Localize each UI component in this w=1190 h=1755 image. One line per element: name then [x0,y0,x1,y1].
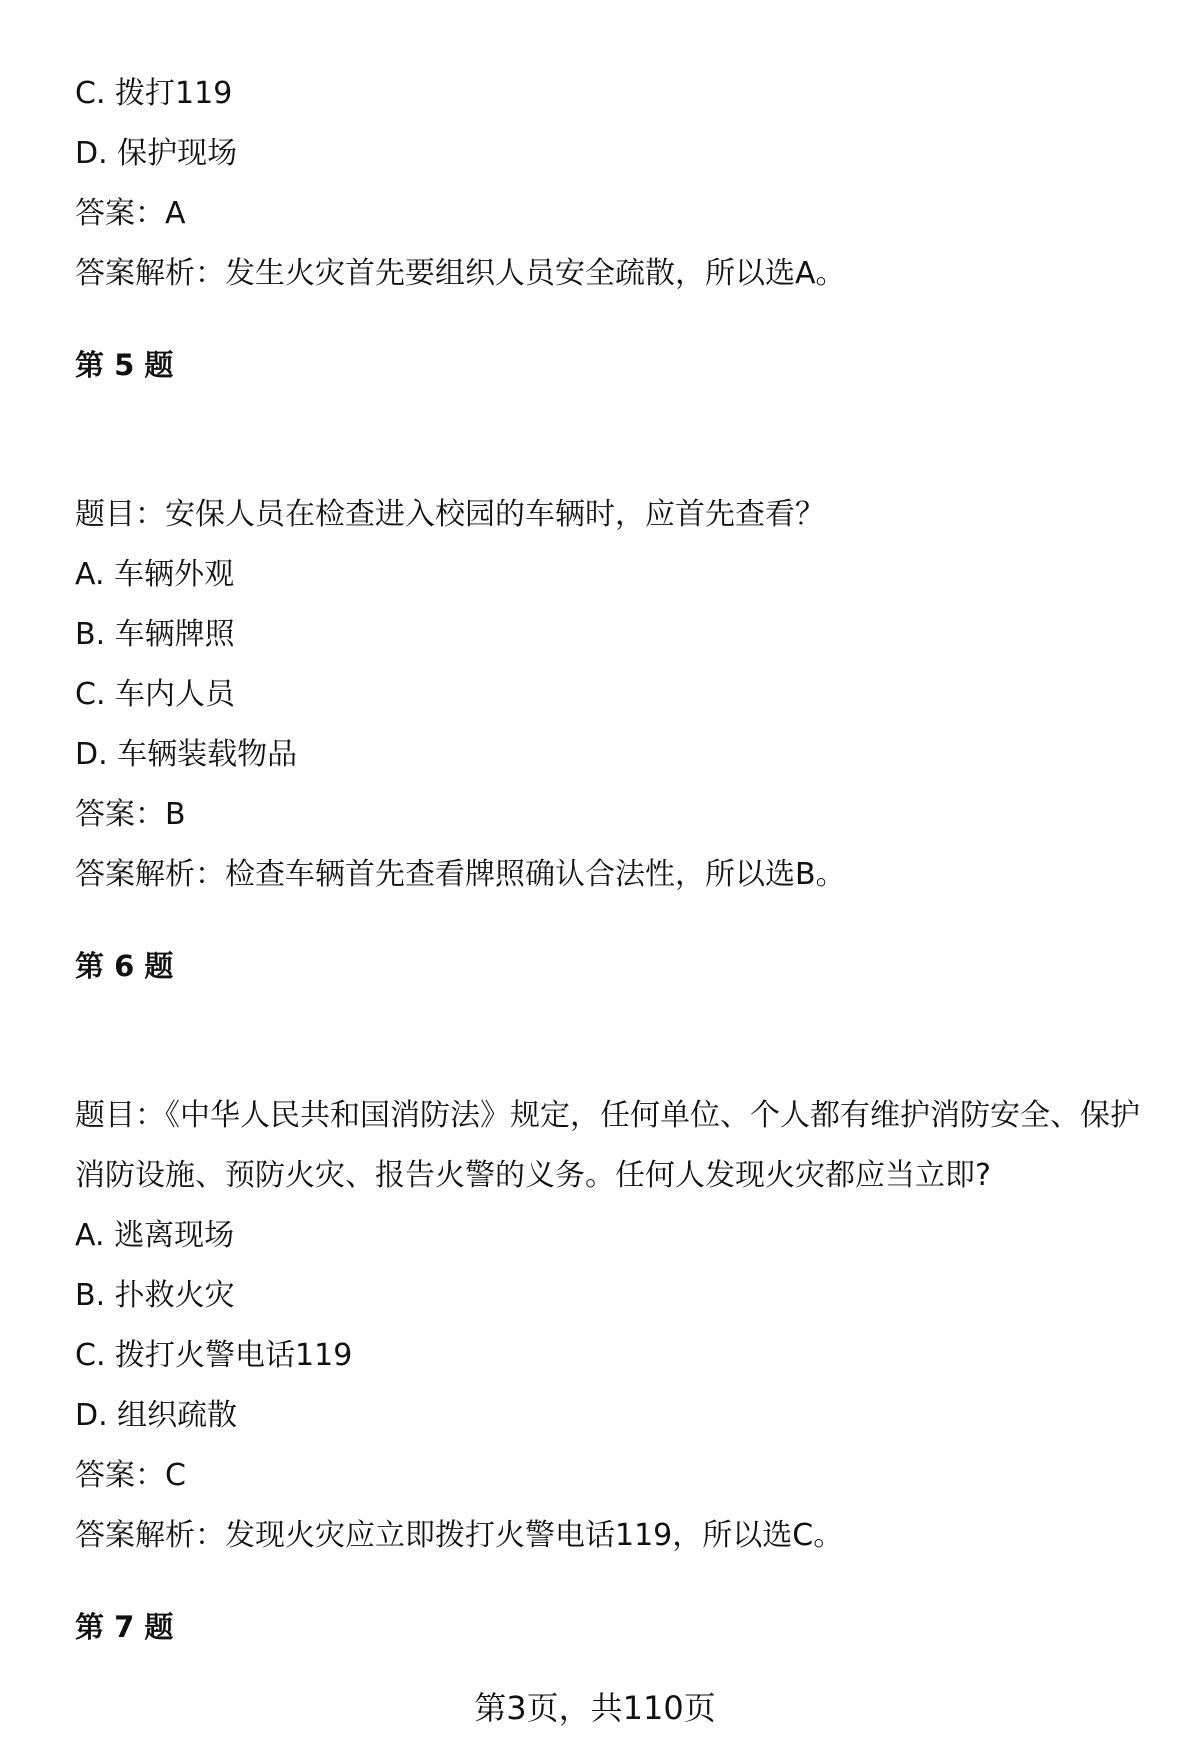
q5-option-a: A. 车辆外观 [75,557,235,592]
q5-option-c: C. 车内人员 [75,677,236,712]
q6-explanation: 答案解析：发现火灾应立即拨打火警电话119，所以选C。 [75,1518,844,1553]
prev-answer: 答案：A [75,196,186,231]
q5-option-b: B. 车辆牌照 [75,617,235,652]
q5-heading: 第 5 题 [75,348,174,382]
q6-answer: 答案：C [75,1458,186,1493]
q5-question: 题目：安保人员在检查进入校园的车辆时，应首先查看？ [75,497,825,532]
q5-answer: 答案：B [75,797,186,832]
q6-option-b: B. 扑救火灾 [75,1278,235,1313]
page-number: 第3页，共110页 [474,1689,716,1727]
q6-option-c: C. 拨打火警电话119 [75,1338,353,1373]
q6-option-d: D. 组织疏散 [75,1398,238,1433]
prev-option-d: D. 保护现场 [75,136,238,171]
prev-explanation: 答案解析：发生火灾首先要组织人员安全疏散，所以选A。 [75,256,846,291]
q6-heading: 第 6 题 [75,949,174,983]
q6-option-a: A. 逃离现场 [75,1218,235,1253]
q7-heading: 第 7 题 [75,1610,174,1644]
q5-option-d: D. 车辆装载物品 [75,737,298,772]
q6-question-line-2: 消防设施、预防火灾、报告火警的义务。任何人发现火灾都应当立即? [75,1158,991,1193]
q6-question-line-1: 题目：《中华人民共和国消防法》规定，任何单位、个人都有维护消防安全、保护 [75,1098,1140,1133]
prev-option-c: C. 拨打119 [75,76,233,111]
q5-explanation: 答案解析：检查车辆首先查看牌照确认合法性，所以选B。 [75,857,846,892]
